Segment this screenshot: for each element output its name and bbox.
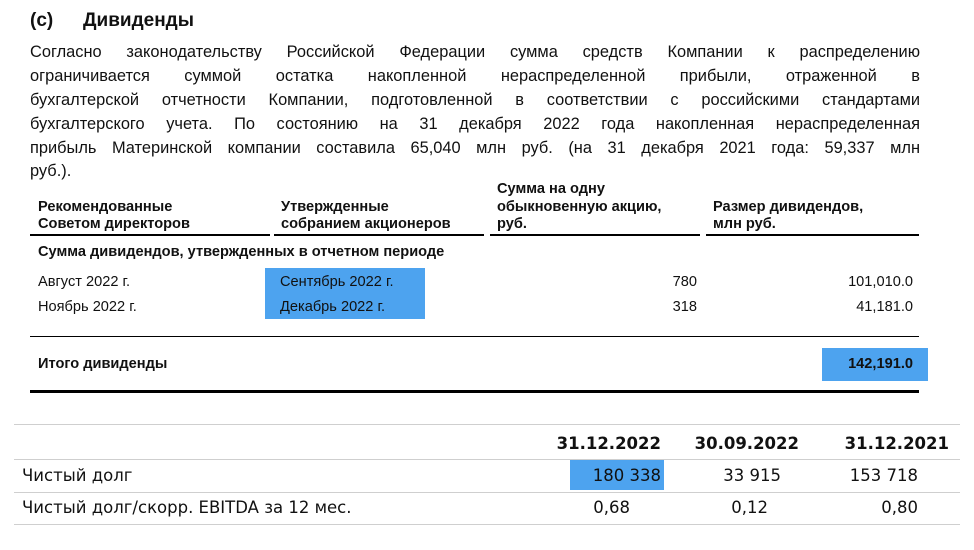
column-header: 30.09.2022: [694, 434, 799, 453]
paragraph-line: бухгалтерской отчетности Компании, подготовленной в соответствии с российскими стандартами: [30, 91, 920, 109]
header-recommended-1: Рекомендованные: [38, 199, 173, 215]
gridline: [14, 424, 960, 425]
header-per-share-1: Сумма на одну: [497, 181, 605, 197]
paragraph-line: прибыль Материнской компании составила 65,040 млн руб. (на 31 декабря 2021 года: 59,337 млн: [30, 139, 920, 157]
header-recommended-2: Советом директоров: [38, 216, 190, 232]
row-value: 0,68: [593, 498, 630, 517]
row-recommended: Август 2022 г.: [38, 274, 131, 290]
header-approved-2: собранием акционеров: [281, 216, 451, 232]
row-label: Чистый долг/скорр. EBITDA за 12 мес.: [22, 498, 352, 517]
row-value: 180 338: [592, 466, 661, 485]
header-amount-2: млн руб.: [713, 216, 776, 232]
header-per-share-2: обыкновенную акцию,: [497, 199, 662, 215]
header-rule: [274, 234, 484, 236]
row-value: 0,80: [881, 498, 918, 517]
header-amount-1: Размер дивидендов,: [713, 199, 864, 215]
section-title: Дивиденды: [83, 10, 194, 31]
column-header: 31.12.2022: [556, 434, 661, 453]
paragraph-line: Согласно законодательству Российской Федерации сумма средств Компании к распределению: [30, 43, 920, 61]
row-value: 153 718: [849, 466, 918, 485]
header-per-share-3: руб.: [497, 216, 527, 232]
group-title: Сумма дивидендов, утвержденных в отчетном периоде: [38, 244, 445, 260]
total-separator: [30, 336, 919, 337]
paragraph-line: бухгалтерского учета. По состоянию на 31 декабря 2022 года накопленная нераспределенная: [30, 115, 920, 133]
paragraph-line: ограничивается суммой остатка накопленной нераспределенной прибыли, отраженной в: [30, 67, 920, 85]
gridline: [14, 524, 960, 525]
header-rule: [706, 234, 919, 236]
paragraph-line: руб.).: [30, 162, 72, 180]
total-value: 142,191.0: [848, 356, 913, 372]
row-amount: 41,181.0: [856, 299, 913, 315]
total-label: Итого дивиденды: [38, 356, 168, 372]
row-value: 33 915: [723, 466, 781, 485]
row-approved: Декабрь 2022 г.: [280, 299, 386, 315]
header-rule: [490, 234, 700, 236]
table-bottom-rule: [30, 390, 919, 393]
row-value: 0,12: [731, 498, 768, 517]
gridline: [14, 459, 960, 460]
row-label: Чистый долг: [22, 466, 133, 485]
column-header: 31.12.2021: [844, 434, 949, 453]
section-number: (c): [30, 10, 54, 31]
row-approved: Сентябрь 2022 г.: [280, 274, 394, 290]
header-rule: [30, 234, 270, 236]
row-amount: 101,010.0: [848, 274, 913, 290]
row-per-share: 318: [672, 299, 697, 315]
row-per-share: 780: [672, 274, 697, 290]
header-approved-1: Утвержденные: [281, 199, 389, 215]
gridline: [14, 492, 960, 493]
row-recommended: Ноябрь 2022 г.: [38, 299, 137, 315]
